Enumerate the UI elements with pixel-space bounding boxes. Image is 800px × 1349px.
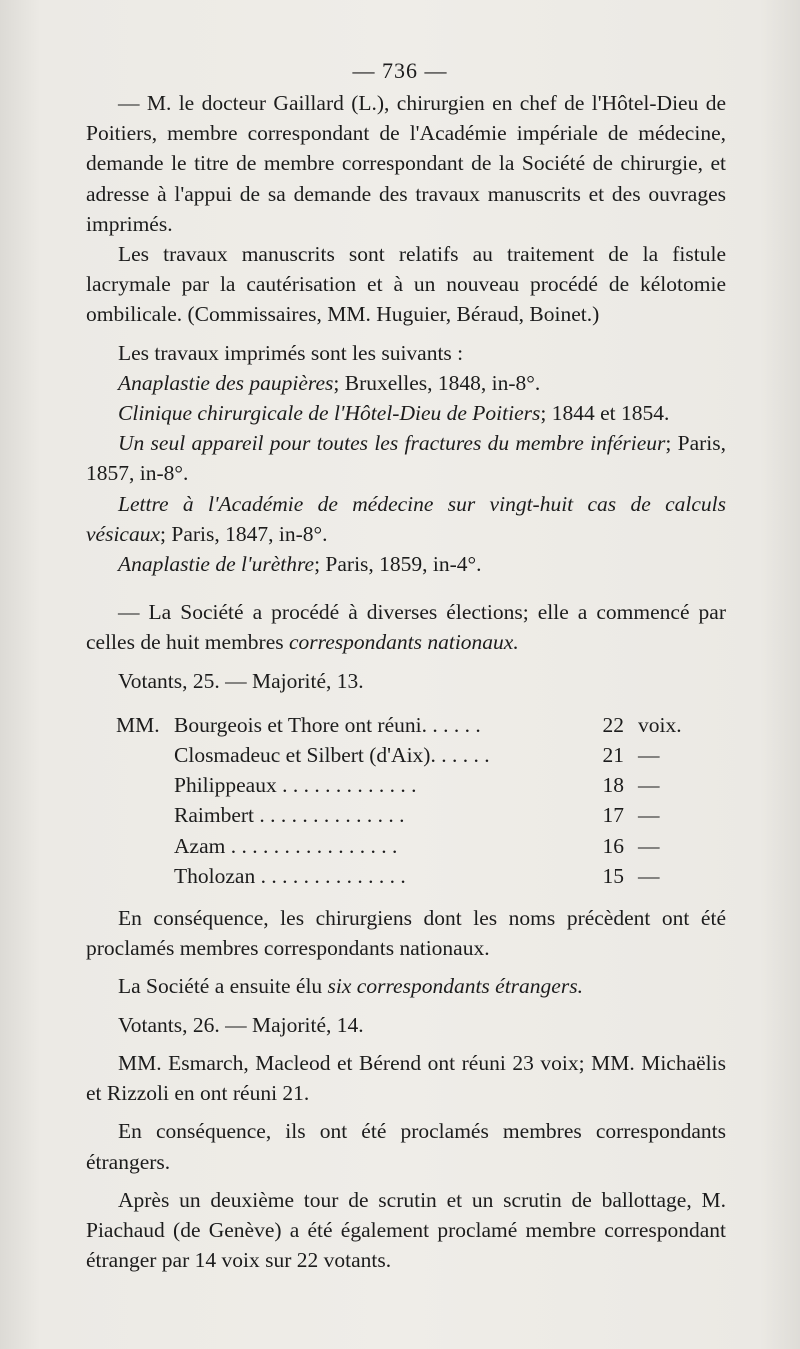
paragraph-votants-2: Votants, 26. — Majorité, 14.	[118, 1012, 364, 1037]
vote-results-table	[86, 710, 686, 891]
candidate-name: Closmadeuc et Silbert (d'Aix). . . . . .	[174, 743, 490, 768]
paragraph-gaillard-request: — M. le docteur Gaillard (L.), chirurgien en chef de l'Hôtel-Dieu de Poitiers, membre correspondant de l'Académie impériale de médecine, demande le titre de membre correspondant de la Société de chirurgie, et adresse à l'appui de sa demande des travaux manuscrits et des ouvrages imprimés.	[86, 91, 726, 236]
vote-count: 21	[602, 743, 624, 768]
work-item	[86, 489, 726, 549]
paragraph-proclaimed-nationaux: En conséquence, les chirurgiens dont les noms précèdent ont été proclamés membres correspondants nationaux.	[86, 906, 726, 961]
vote-unit: —	[638, 833, 660, 858]
vote-count: 15	[602, 863, 624, 888]
table-row	[86, 831, 686, 861]
work-item	[86, 398, 726, 428]
vote-count: 18	[602, 773, 624, 798]
paragraph-votants-1: Votants, 25. — Majorité, 13.	[118, 668, 364, 693]
paragraph-six-etrangers	[86, 971, 726, 1001]
work-title: Anaplastie des paupières	[118, 370, 334, 395]
work-title: Un seul appareil pour toutes les fractures du membre inférieur	[118, 431, 666, 456]
vote-unit: voix.	[638, 712, 682, 737]
etrangers-italic: six correspondants étrangers.	[327, 974, 583, 999]
vote-unit: —	[638, 863, 660, 888]
body-text	[86, 88, 726, 1275]
candidate-name: Bourgeois et Thore ont réuni. . . . . .	[174, 712, 481, 737]
etrangers-text: La Société a ensuite élu	[118, 974, 323, 999]
work-item	[86, 549, 726, 579]
paragraph-proclaimed-etrangers: En conséquence, ils ont été proclamés membres correspondants étrangers.	[86, 1119, 726, 1174]
work-details: ; Paris, 1859, in-4°.	[314, 552, 482, 577]
vote-count: 16	[602, 833, 624, 858]
candidate-name: Philippeaux . . . . . . . . . . . . .	[174, 773, 417, 798]
elections-italic: correspondants nationaux.	[289, 630, 519, 655]
page-number: — 736 —	[352, 58, 448, 83]
paragraph-piachaud: Après un deuxième tour de scrutin et un scrutin de ballottage, M. Piachaud (de Genève) a été également proclamé membre correspondant étranger par 14 voix sur 22 votants.	[86, 1187, 726, 1273]
table-row	[86, 800, 686, 830]
work-details: ; Paris, 1857, in-8°.	[86, 431, 727, 486]
table-row	[86, 740, 686, 770]
candidate-name: Raimbert . . . . . . . . . . . . . .	[174, 803, 405, 828]
elections-text: — La Société a procédé à diverses élections; elle a commencé par celles de huit membres	[86, 600, 726, 655]
work-details: ; 1844 et 1854.	[540, 401, 670, 426]
work-title: Clinique chirurgicale de l'Hôtel-Dieu de Poitiers	[118, 401, 541, 426]
paragraph-esmarch: MM. Esmarch, Macleod et Bérend ont réuni 23 voix; MM. Michaëlis et Rizzoli en ont réuni 21.	[86, 1050, 726, 1106]
candidate-name: Tholozan . . . . . . . . . . . . . .	[174, 863, 406, 888]
table-row	[86, 861, 686, 891]
paragraph-manuscripts: Les travaux manuscrits sont relatifs au traitement de la fistule lacrymale par la cautérisation et à un nouveau procédé de kélotomie ombilicale. (Commissaires, MM. Huguier, Béraud, Boinet.)	[86, 242, 726, 327]
paragraph-printed-works-intro: Les travaux imprimés sont les suivants :	[118, 340, 464, 365]
table-row	[86, 710, 686, 740]
vote-unit: —	[638, 743, 660, 768]
printed-works-list	[86, 368, 726, 579]
vote-count: 17	[602, 803, 624, 828]
paragraph-elections	[86, 597, 726, 657]
work-details: ; Bruxelles, 1848, in-8°.	[333, 370, 541, 395]
vote-unit: —	[638, 773, 660, 798]
table-row	[86, 770, 686, 800]
work-details: ; Paris, 1847, in-8°.	[160, 521, 328, 546]
work-item	[86, 428, 726, 488]
work-item	[86, 368, 726, 398]
work-title: Lettre à l'Académie de médecine sur vingt-huit cas de calculs vésicaux	[86, 491, 726, 546]
candidate-name: Azam . . . . . . . . . . . . . . . .	[174, 833, 398, 858]
mm-prefix: MM.	[116, 712, 160, 737]
vote-count: 22	[602, 712, 624, 737]
vote-unit: —	[638, 803, 660, 828]
work-title: Anaplastie de l'urèthre	[118, 552, 315, 577]
